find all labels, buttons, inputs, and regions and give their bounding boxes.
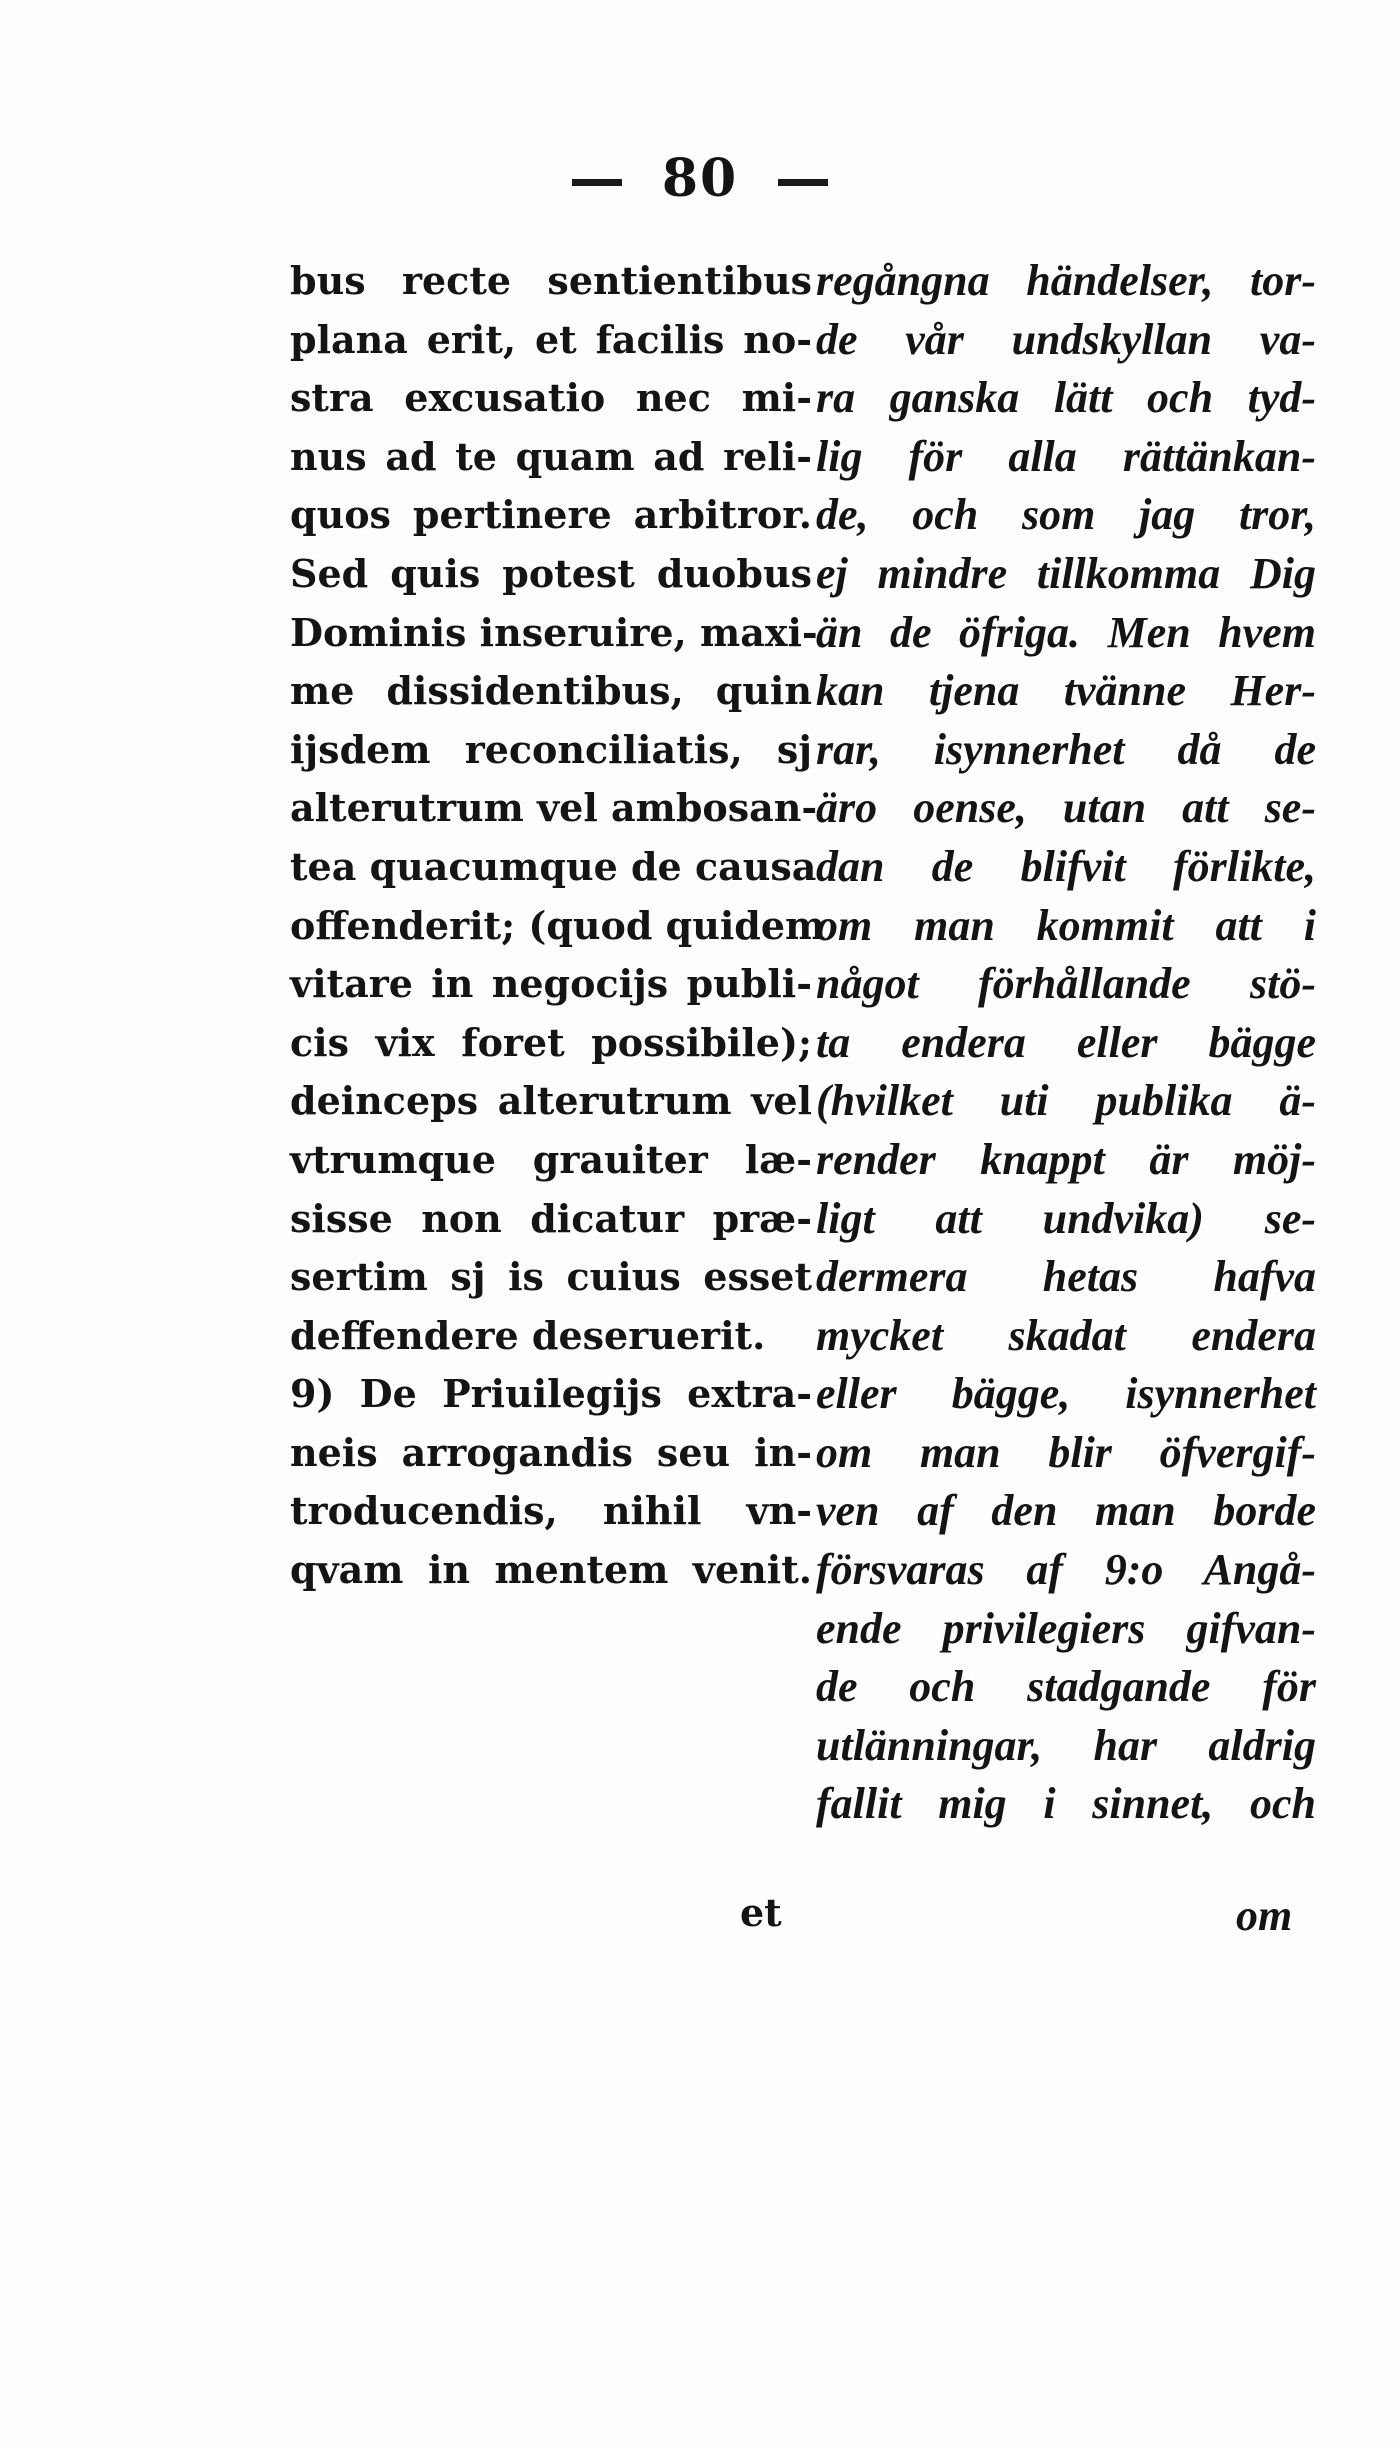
- swedish-line: render knappt är möj-: [816, 1134, 1316, 1184]
- swedish-line: försvaras af 9:o Angå-: [816, 1545, 1316, 1595]
- swedish-line: de vår undskyllan va-: [816, 314, 1316, 364]
- swedish-line: ej mindre tillkomma Dig: [816, 548, 1316, 598]
- swedish-line: de, och som jag tror,: [816, 490, 1316, 540]
- header-dash-right: [778, 179, 828, 186]
- latin-column: [290, 252, 826, 1600]
- swedish-line: regångna händelser, tor-: [816, 256, 1316, 305]
- swedish-line: om man kommit att i: [816, 900, 1316, 950]
- swedish-line: lig för alla rättänkan-: [816, 431, 1316, 481]
- swedish-line: ende privilegiers gifvan-: [816, 1603, 1316, 1653]
- latin-line: me dissidentibus, quin: [290, 668, 812, 714]
- swedish-line: dan de blifvit förlikte,: [816, 841, 1316, 891]
- latin-line: plana erit, et facilis no-: [290, 316, 812, 362]
- latin-line: ijsdem reconciliatis, sj: [290, 726, 812, 772]
- latin-line: vitare in negocijs publi-: [290, 961, 812, 1007]
- latin-line: bus recte sentientibus: [290, 258, 812, 303]
- latin-line: deinceps alterutrum vel: [290, 1078, 812, 1124]
- latin-line: nus ad te quam ad reli-: [290, 433, 812, 479]
- swedish-line: mycket skadat endera: [816, 1310, 1316, 1360]
- latin-line: offenderit; (quod quidem: [290, 902, 826, 948]
- swedish-line: äro oense, utan att se-: [816, 783, 1316, 833]
- latin-line: Sed quis potest duobus: [290, 550, 812, 596]
- swedish-line: ligt att undvika) se-: [816, 1193, 1316, 1243]
- swedish-line: ra ganska lätt och tyd-: [816, 373, 1316, 423]
- latin-line: sertim sj is cuius esset: [290, 1254, 812, 1300]
- swedish-line: utlänningar, har aldrig: [816, 1720, 1316, 1770]
- page-number: 80: [661, 148, 739, 209]
- latin-line: neis arrogandis seu in-: [290, 1429, 812, 1475]
- latin-line: alterutrum vel ambosan-: [290, 785, 818, 831]
- latin-line: 9) De Priuilegijs extra-: [290, 1371, 812, 1417]
- swedish-line: än de öfriga. Men hvem: [816, 607, 1316, 657]
- swedish-line: de och stadgande för: [816, 1662, 1316, 1712]
- latin-line: qvam in mentem venit.: [290, 1547, 812, 1593]
- swedish-line: ven af den man borde: [816, 1486, 1316, 1536]
- swedish-line: något förhållande stö-: [816, 959, 1316, 1009]
- swedish-column: [816, 252, 1316, 1834]
- latin-line: tea quacumque de causa: [290, 843, 817, 889]
- swedish-line: (hvilket uti publika ä-: [816, 1076, 1316, 1126]
- swedish-line: rar, isynnerhet då de: [816, 724, 1316, 774]
- swedish-line: om man blir öfvergif-: [816, 1427, 1316, 1477]
- swedish-line: eller bägge, isynnerhet: [816, 1369, 1316, 1419]
- latin-line: stra excusatio nec mi-: [290, 375, 812, 421]
- catchword-latin: et: [740, 1890, 782, 1935]
- catchword-swedish: om: [1236, 1891, 1293, 1940]
- swedish-line: dermera hetas hafva: [816, 1252, 1316, 1302]
- swedish-line: kan tjena tvänne Her-: [816, 666, 1316, 716]
- header-dash-left: [572, 179, 622, 186]
- latin-line: vtrumque grauiter læ-: [290, 1136, 812, 1182]
- latin-line: quos pertinere arbitror.: [290, 492, 812, 538]
- swedish-line: ta endera eller bägge: [816, 1017, 1316, 1067]
- latin-line: sisse non dicatur præ-: [290, 1195, 812, 1241]
- swedish-line: fallit mig i sinnet, och: [816, 1779, 1316, 1829]
- latin-line: deffendere deseruerit.: [290, 1312, 766, 1358]
- page-header: [0, 148, 1400, 209]
- latin-line: Dominis inseruire, maxi-: [290, 609, 818, 655]
- latin-line: troducendis, nihil vn-: [290, 1488, 812, 1534]
- latin-line: cis vix foret possibile);: [290, 1019, 812, 1065]
